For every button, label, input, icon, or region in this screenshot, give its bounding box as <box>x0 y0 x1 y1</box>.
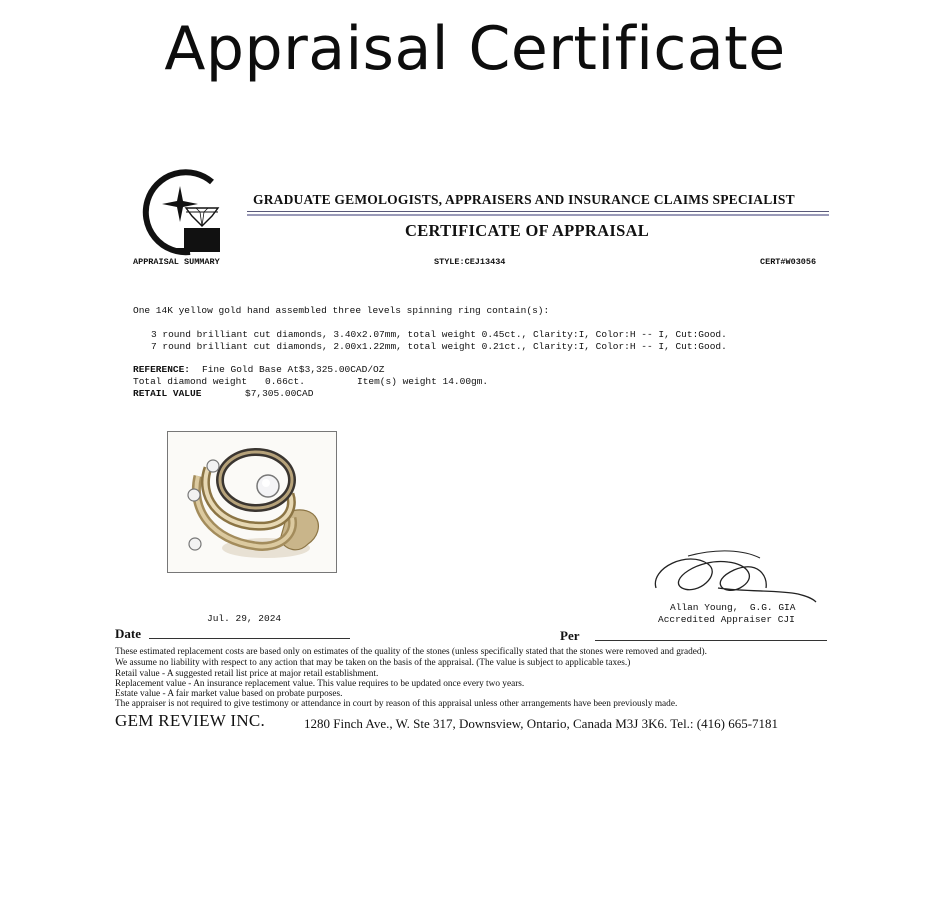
header-rule-double <box>247 214 829 216</box>
footer-note: Estate value - A fair market value based on probate purposes. <box>115 689 343 699</box>
stone-line: 3 round brilliant cut diamonds, 3.40x2.07mm, total weight 0.45ct., Clarity:I, Color:H -- I, Cut:Good. <box>151 329 727 340</box>
item-description: One 14K yellow gold hand assembled three levels spinning ring contain(s): <box>133 305 550 316</box>
footer-note: The appraiser is not required to give testimony or attendance in court by reason of this appraisal unless other arrangements have been previously made. <box>115 699 678 709</box>
appraiser-title: Accredited Appraiser CJI <box>658 614 795 625</box>
tagline: GRADUATE GEMOLOGISTS, APPRAISERS AND INSURANCE CLAIMS SPECIALIST <box>253 192 795 207</box>
retail-value: $7,305.00CAD <box>245 388 314 399</box>
stone-line: 7 round brilliant cut diamonds, 2.00x1.22mm, total weight 0.21ct., Clarity:I, Color:H -- I, Cut:Good. <box>151 341 727 352</box>
page-title: Appraisal Certificate <box>164 14 786 84</box>
footer-note: Retail value - A suggested retail list price at major retail establishment. <box>115 669 379 679</box>
company-logo <box>138 168 230 260</box>
certificate-title: CERTIFICATE OF APPRAISAL <box>405 221 650 240</box>
style-number: STYLE:CEJ13434 <box>434 257 506 267</box>
certificate-number: CERT#W03056 <box>760 257 817 267</box>
header-rule <box>247 211 829 212</box>
signature <box>648 548 818 606</box>
date-line <box>149 638 350 639</box>
reference-label: REFERENCE: <box>133 364 191 375</box>
date-value: Jul. 29, 2024 <box>207 613 282 624</box>
retail-value-label: RETAIL VALUE <box>133 388 202 399</box>
footer-note: These estimated replacement costs are based only on estimates of the quality of the stones (unless specifically stated that the stones were removed and graded). <box>115 647 707 657</box>
signature-line <box>595 640 827 641</box>
company-address: 1280 Finch Ave., W. Ste 317, Downsview, Ontario, Canada M3J 3K6. Tel.: (416) 665-7181 <box>304 716 779 731</box>
company-name: GEM REVIEW INC. <box>115 711 266 730</box>
item-weight: Item(s) weight 14.00gm. <box>357 376 489 387</box>
footer-note: Replacement value - An insurance replacement value. This value requires to be updated once every two years. <box>115 679 525 689</box>
date-label: Date <box>115 626 141 641</box>
total-diamond-value: 0.66ct. <box>265 376 305 387</box>
footer-note: We assume no liability with respect to any action that may be taken on the basis of the appraisal. (The value is subject to applicable taxes.) <box>115 658 631 668</box>
reference-value: Fine Gold Base At$3,325.00CAD/OZ <box>202 364 385 375</box>
ring-photo <box>167 431 337 573</box>
appraisal-summary-label: APPRAISAL SUMMARY <box>133 257 220 267</box>
appraiser-name: Allan Young, G.G. GIA <box>670 602 796 613</box>
total-diamond-label: Total diamond weight <box>133 376 248 387</box>
per-label: Per <box>560 628 580 643</box>
